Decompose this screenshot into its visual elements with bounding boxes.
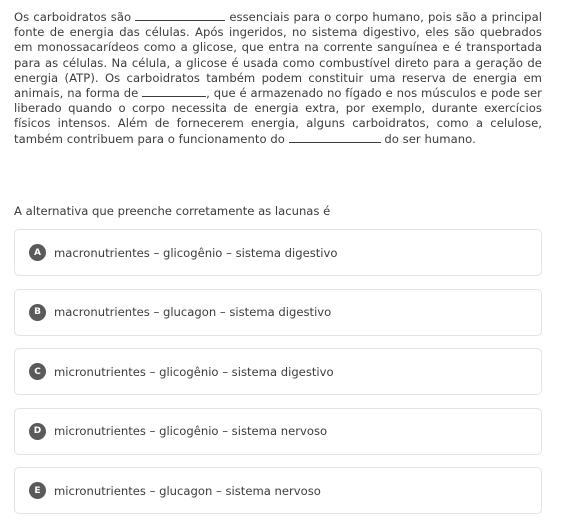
- answer-options: [14, 229, 542, 527]
- option-b[interactable]: [14, 289, 542, 336]
- question-prompt: A alternativa que preenche corretamente as lacunas é: [14, 204, 331, 218]
- option-a[interactable]: [14, 229, 542, 276]
- blank-2: [142, 87, 206, 97]
- option-letter-badge: D: [29, 423, 46, 440]
- option-text: macronutrientes – glucagon – sistema digestivo: [54, 305, 332, 319]
- option-c[interactable]: [14, 348, 542, 395]
- blank-3: [289, 133, 381, 143]
- passage-segment: essenciais para o corpo humano, pois são a principal fonte de energia das células. Após ingeridos, no sistema digestivo, eles são quebrados em monossacarídeos como a glicose, que entra na corrente sanguínea e é transportada para as células. Na célula, a glicose é usada como combustível direto para a geração de energia (ATP). Os carboidratos também podem constituir uma reserva de energia em animais, na forma de: [14, 10, 543, 101]
- option-text: micronutrientes – glucagon – sistema nervoso: [54, 483, 321, 498]
- option-e[interactable]: [14, 467, 542, 514]
- passage-segment: Os carboidratos são: [14, 10, 136, 24]
- passage-segment: , que é armazenado no fígado e nos músculos e pode ser liberado quando o corpo necessita de energia extra, por exemplo, durante exercícios físicos intensos. Além de fornecerem energia, alguns carboidratos, como a celulose, também contribuem para o funcionamento do: [14, 86, 543, 146]
- passage-segment: do ser humano.: [380, 131, 476, 146]
- option-letter-badge: A: [29, 244, 46, 261]
- option-letter-badge: C: [29, 363, 46, 380]
- option-letter-badge: B: [29, 304, 46, 321]
- option-text: micronutrientes – glicogênio – sistema nervoso: [54, 424, 328, 438]
- option-d[interactable]: [14, 408, 542, 455]
- option-letter-badge: E: [29, 482, 46, 499]
- option-text: micronutrientes – glicogênio – sistema digestivo: [54, 364, 334, 379]
- option-text: macronutrientes – glicogênio – sistema digestivo: [54, 245, 338, 260]
- question-passage: [14, 10, 542, 147]
- blank-1: [135, 11, 225, 21]
